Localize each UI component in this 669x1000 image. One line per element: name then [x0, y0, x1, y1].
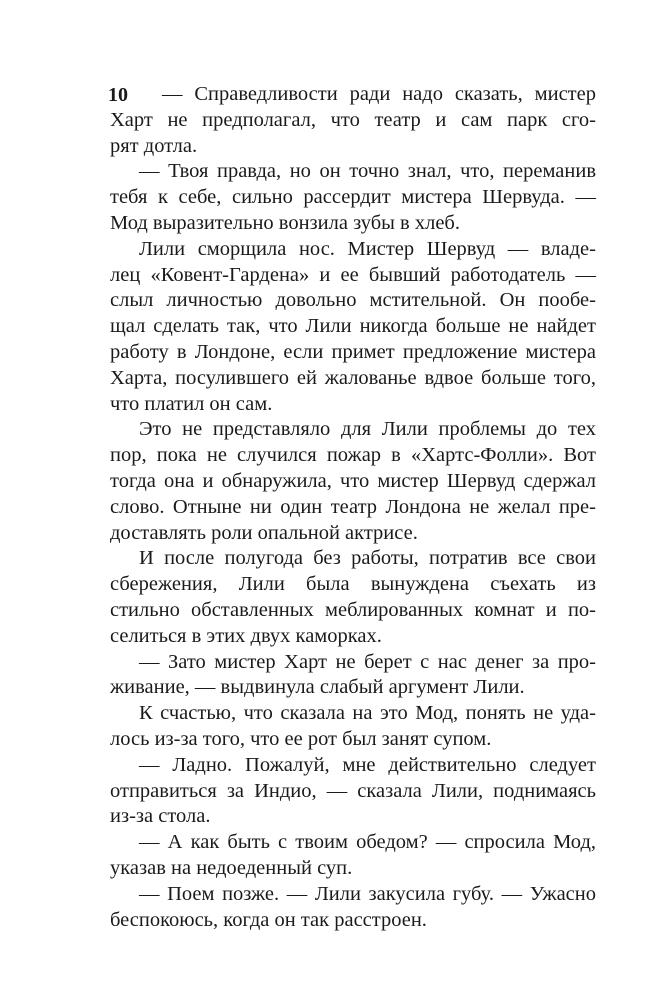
text-line: — Ладно. Пожалуй, мне действительно следует — [139, 753, 596, 776]
text-line: указав на недоеденный суп. — [110, 856, 353, 879]
text-line: сбережения, Лили была вынуждена съехать из — [110, 573, 596, 596]
text-line: — Твоя правда, но он точно знал, что, переманив — [139, 160, 596, 183]
text-line: И после полугода без работы, потратив все свои — [139, 547, 596, 570]
text-line: тебя к себе, сильно рассердит мистера Шервуда. — — [110, 186, 596, 209]
text-line: живание, — выдвинула слабый аргумент Лили. — [110, 676, 525, 699]
text-line: из-за стола. — [110, 805, 211, 828]
text-line: Мод выразительно вонзила зубы в хлеб. — [110, 211, 460, 234]
text-line: беспокоюсь, когда он так расстроен. — [110, 908, 427, 931]
paragraph — [110, 82, 596, 159]
text-line: слыл личностью довольно мстительной. Он пообе- — [110, 289, 596, 312]
text-line: тогда она и обнаружила, что мистер Шервуд сдержал — [110, 469, 596, 492]
paragraph — [110, 753, 596, 830]
text-line: слово. Отныне ни один театр Лондона не желал пре- — [110, 495, 596, 518]
text-line: что платил он сам. — [110, 392, 273, 415]
paragraph — [110, 546, 596, 649]
text-line: Харта, посулившего ей жалованье вдвое больше того, — [110, 366, 596, 389]
text-line: доставлять роли опальной актрисе. — [110, 521, 418, 544]
paragraph — [110, 650, 596, 702]
text-line: работу в Лондоне, если примет предложение мистера — [110, 340, 596, 363]
text-line: отправиться за Индио, — сказала Лили, поднимаясь — [110, 779, 596, 802]
text-line: рят дотла. — [110, 134, 198, 157]
text-line: лось из-за того, что ее рот был занят супом. — [110, 727, 492, 750]
paragraph — [110, 417, 596, 546]
paragraph — [110, 701, 596, 753]
page-text-body — [110, 82, 596, 933]
paragraph — [110, 237, 596, 418]
text-line: селиться в этих двух каморках. — [110, 624, 382, 647]
text-line: стильно обставленных меблированных комнат и по- — [110, 598, 596, 621]
text-line: щал сделать так, что Лили никогда больше не найдет — [110, 315, 596, 338]
text-line: Харт не предполагал, что театр и сам парк сго- — [110, 108, 596, 131]
text-line: лец «Ковент-Гардена» и ее бывший работодатель — — [110, 263, 596, 286]
paragraph — [110, 830, 596, 882]
text-line: Лили сморщила нос. Мистер Шервуд — владе- — [139, 237, 596, 260]
paragraph — [110, 159, 596, 236]
text-line: Это не представляло для Лили проблемы до тех — [139, 418, 596, 441]
page-number: 10 — [108, 84, 128, 106]
text-line: — А как быть с твоим обедом? — спросила Мод, — [139, 831, 596, 854]
text-line: — Поем позже. — Лили закусила губу. — Ужасно — [139, 882, 596, 905]
text-line: — Справедливости ради надо сказать, мистер — [162, 83, 596, 105]
text-line: — Зато мистер Харт не берет с нас денег за про- — [139, 650, 596, 673]
paragraph — [110, 882, 596, 934]
text-line: пор, пока не случился пожар в «Хартс-Фолли». Вот — [110, 444, 596, 467]
text-line: К счастью, что сказала на это Мод, понять не уда- — [139, 702, 596, 725]
